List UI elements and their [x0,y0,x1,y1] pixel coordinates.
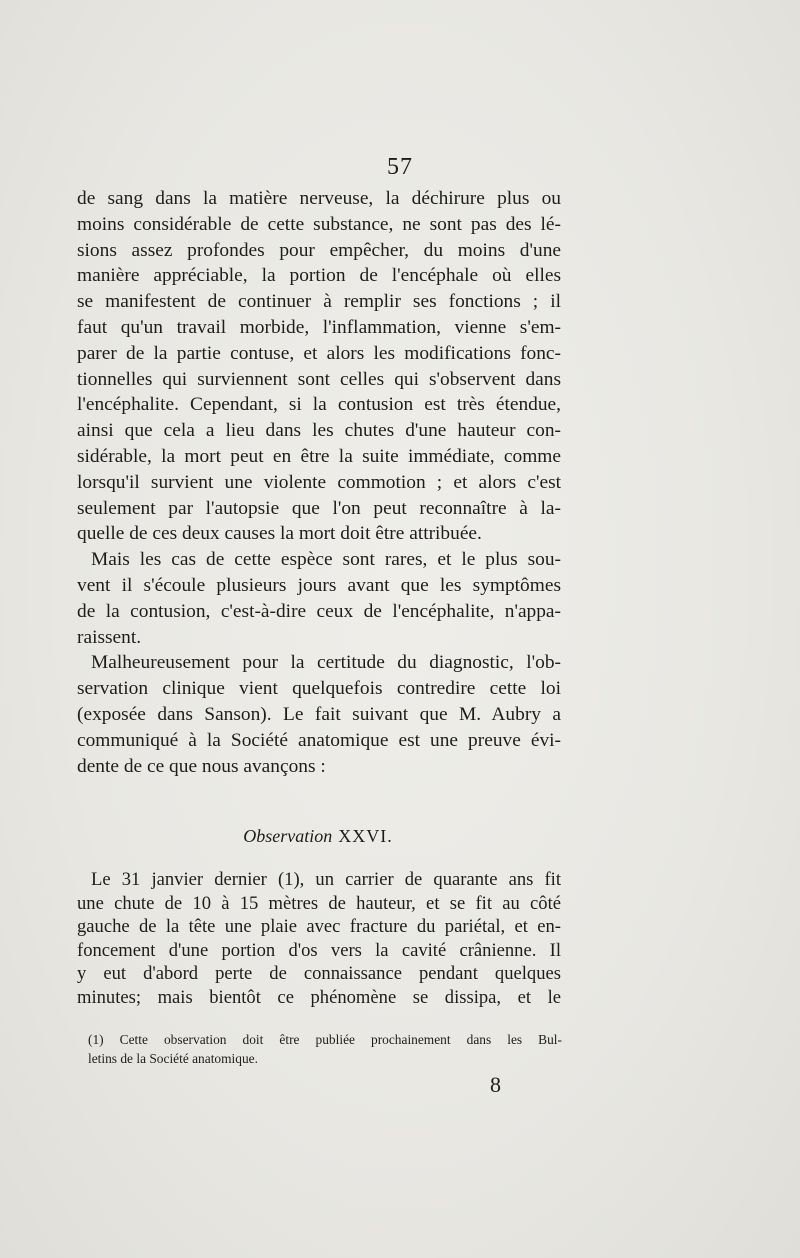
text-line: une chute de 10 à 15 mètres de hauteur, et se fit au côté [77,892,561,914]
paragraph-2 [77,547,561,650]
text-line: y eut d'abord perte de connaissance pendant quelques [77,963,561,985]
text-line: de sang dans la matière nerveuse, la déchirure plus ou [77,188,561,209]
text-line: sions assez profondes pour empêcher, du moins d'une [77,239,561,261]
observation-heading-label: Observation [243,826,333,846]
text-line: foncement d'une portion d'os vers la cavité crânienne. Il [77,939,561,961]
text-line: Malheureusement pour la certitude du diagnostic, l'ob- [91,652,561,674]
text-line: Le 31 janvier dernier (1), un carrier de quarante ans fit [91,869,561,890]
observation-heading-number: XXVI. [338,826,393,846]
text-line: quelle de ces deux causes la mort doit être attribuée. [77,523,482,545]
text-line: manière appréciable, la portion de l'encéphale où elles [77,265,561,287]
text-line: seulement par l'autopsie que l'on peut reconnaître à la- [77,497,561,519]
text-line: dente de ce que nous avançons : [77,755,326,777]
text-line: ainsi que cela a lieu dans les chutes d'une hauteur con- [77,420,561,442]
text-line: parer de la partie contuse, et alors les modifications fonc- [77,342,561,364]
text-line: moins considérable de cette substance, ne sont pas des lé- [77,213,561,235]
text-line: l'encéphalite. Cependant, si la contusion est très étendue, [77,394,561,416]
text-line: vent il s'écoule plusieurs jours avant que les symptômes [77,574,561,596]
text-line: faut qu'un travail morbide, l'inflammation, vienne s'em- [77,316,561,338]
text-line: lorsqu'il survient une violente commotion ; et alors c'est [77,471,561,493]
paragraph-3 [77,650,561,779]
main-text [77,186,561,779]
text-line: servation clinique vient quelquefois contredire cette loi [77,678,561,700]
text-line: raissent. [77,626,142,648]
observation-heading [0,826,636,847]
signature-mark: 8 [490,1072,501,1097]
footnote-line: (1) Cette observation doit être publiée prochainement dans les Bul- [88,1032,562,1047]
paragraph-1 [77,186,561,547]
footnote-line: letins de la Société anatomique. [88,1051,258,1066]
text-line: de la contusion, c'est-à-dire ceux de l'encéphalite, n'appa- [77,600,561,622]
text-line: se manifestent de continuer à remplir ses fonctions ; il [77,291,561,313]
text-line: sidérable, la mort peut en être la suite immédiate, comme [77,445,561,467]
observation-text [77,868,561,1010]
page-number: 57 [387,154,413,180]
text-line: (exposée dans Sanson). Le fait suivant que M. Aubry a [77,703,561,725]
text-line: gauche de la tête une plaie avec fracture du pariétal, et en- [77,916,561,938]
footnote [88,1030,562,1068]
text-line: Mais les cas de cette espèce sont rares, et le plus sou- [91,549,561,571]
text-line: communiqué à la Société anatomique est une preuve évi- [77,729,561,751]
text-line: minutes; mais bientôt ce phénomène se dissipa, et le [77,986,561,1008]
text-line: tionnelles qui surviennent sont celles qui s'observent dans [77,368,561,390]
